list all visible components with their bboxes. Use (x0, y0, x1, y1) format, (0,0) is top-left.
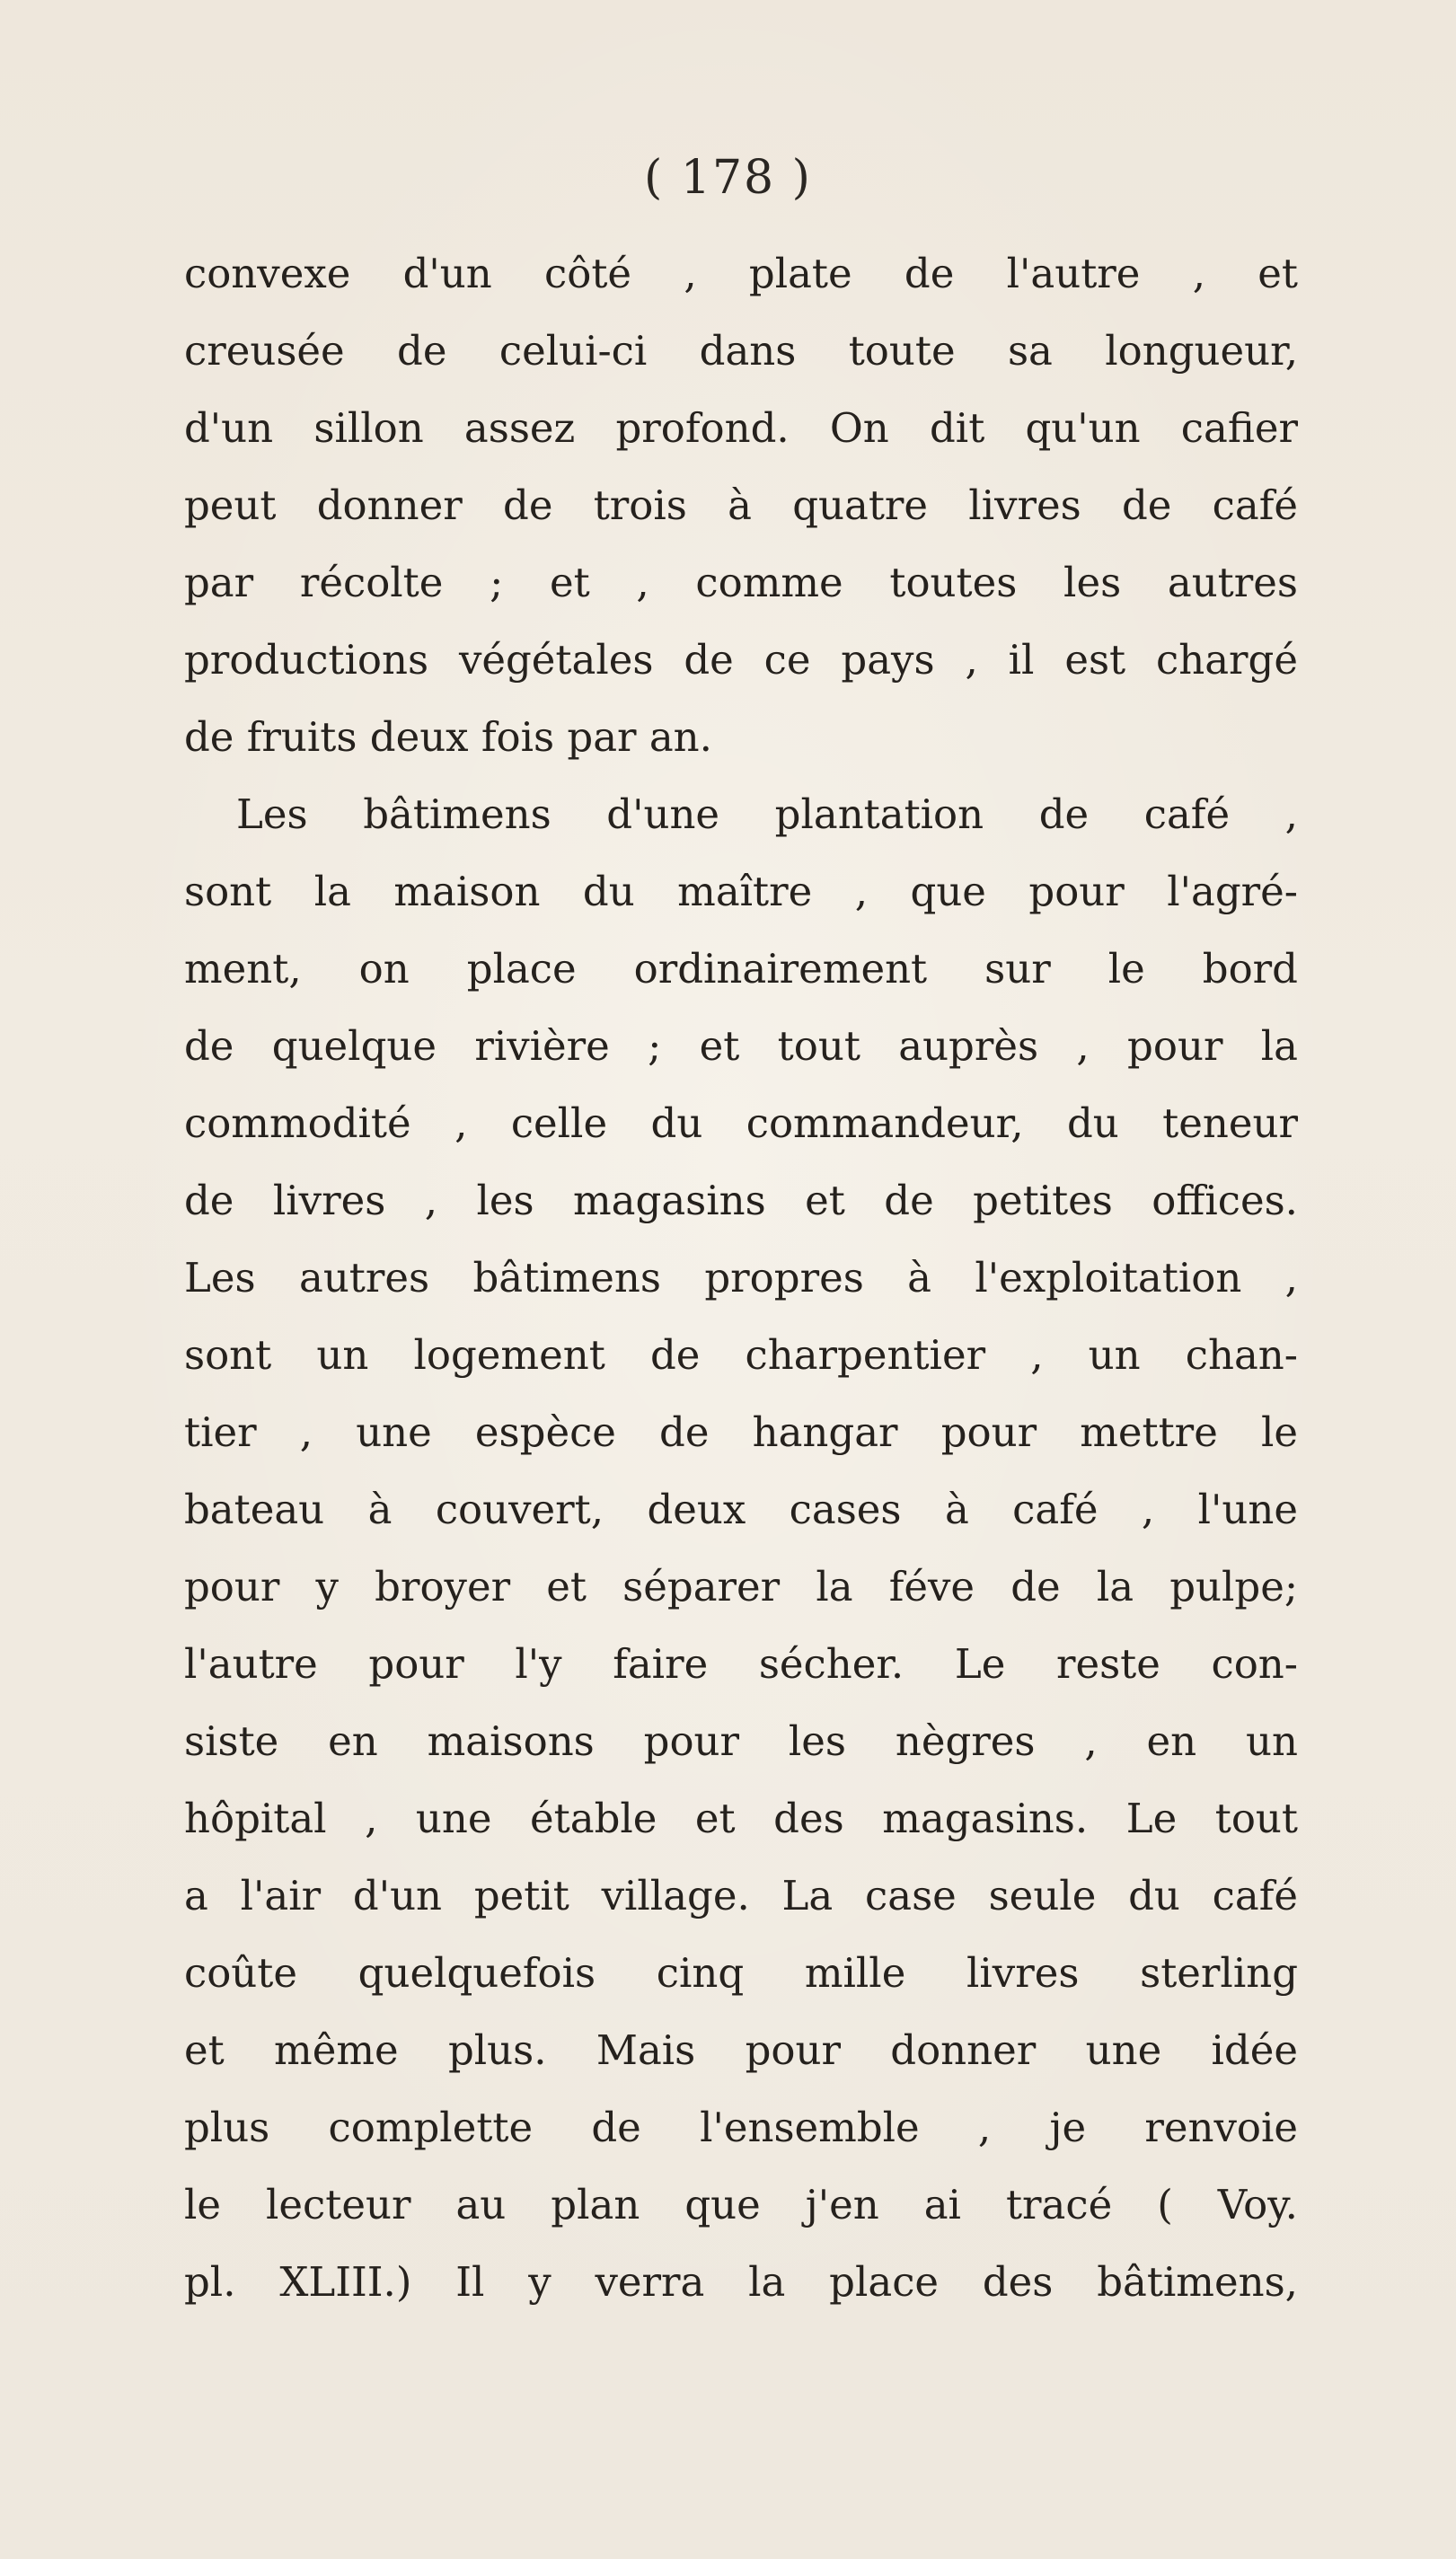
text-line: tier , une espèce de hangar pour mettre le (184, 1408, 1298, 1456)
text-line: peut donner de trois à quatre livres de café (184, 481, 1298, 529)
text-line: sont la maison du maître , que pour l'agré- (184, 868, 1298, 915)
text-line: de fruits deux fois par an. (184, 713, 712, 761)
text-line: a l'air d'un petit village. La case seule du café (184, 1872, 1298, 1919)
text-line: Les bâtimens d'une plantation de café , (236, 790, 1298, 838)
text-line: de livres , les magasins et de petites offices. (184, 1177, 1298, 1224)
text-line: hôpital , une étable et des magasins. Le tout (184, 1795, 1298, 1842)
text-line: bateau à couvert, deux cases à café , l'une (184, 1486, 1298, 1533)
text-line: sont un logement de charpentier , un chan- (184, 1331, 1298, 1379)
text-line: l'autre pour l'y faire sécher. Le reste con- (184, 1640, 1298, 1688)
text-line: de quelque rivière ; et tout auprès , pour la (184, 1022, 1298, 1070)
text-line: siste en maisons pour les nègres , en un (184, 1717, 1298, 1765)
text-line: convexe d'un côté , plate de l'autre , et (184, 250, 1298, 297)
page-number: ( 178 ) (644, 151, 812, 205)
text-line: Les autres bâtimens propres à l'exploitation , (184, 1254, 1298, 1302)
text-line: coûte quelquefois cinq mille livres sterling (184, 1949, 1298, 1997)
text-line: pour y broyer et séparer la féve de la pulpe; (184, 1563, 1298, 1610)
text-line: productions végétales de ce pays , il est chargé (184, 636, 1298, 684)
text-line: et même plus. Mais pour donner une idée (184, 2026, 1298, 2074)
text-line: le lecteur au plan que j'en ai tracé ( Voy. (184, 2181, 1298, 2228)
text-line: d'un sillon assez profond. On dit qu'un cafier (184, 404, 1298, 452)
text-line: ment, on place ordinairement sur le bord (184, 945, 1298, 993)
text-line: par récolte ; et , comme toutes les autres (184, 559, 1298, 606)
body-text (184, 235, 1298, 2321)
text-line: creusée de celui-ci dans toute sa longueur, (184, 327, 1298, 375)
text-line: plus complette de l'ensemble , je renvoie (184, 2104, 1298, 2151)
text-line: pl. XLIII.) Il y verra la place des bâtimens, (184, 2258, 1298, 2306)
text-line: commodité , celle du commandeur, du teneur (184, 1099, 1298, 1147)
